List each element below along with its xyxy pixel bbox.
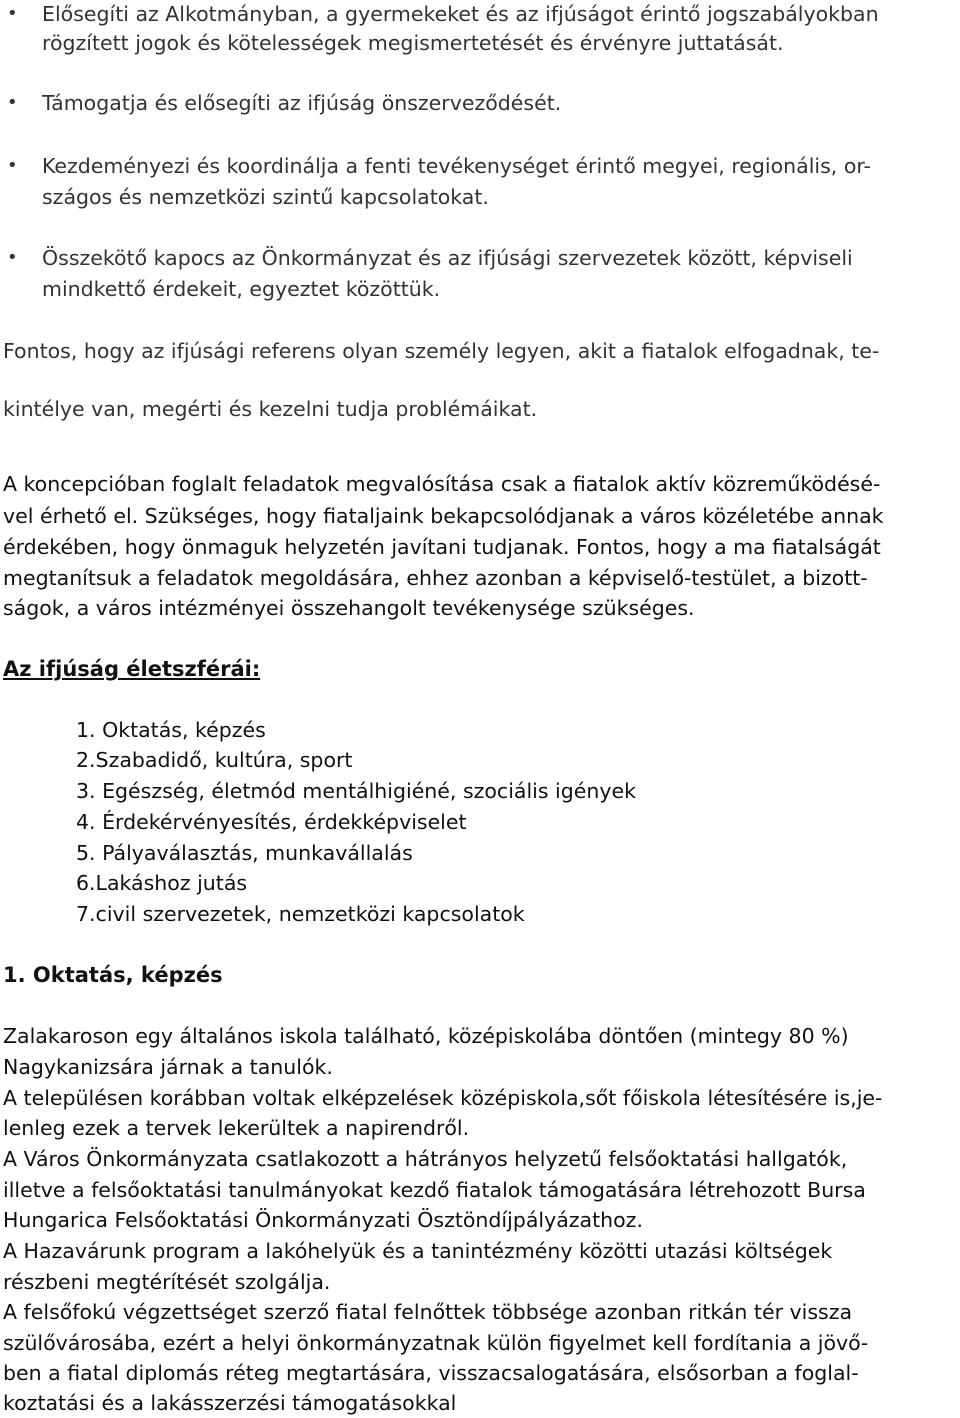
list-item: 3. Egészség, életmód mentálhigiéné, szociális igények [76, 779, 636, 803]
bullet-icon: • [7, 155, 18, 176]
text-line: koztatási és a lakásszerzési támogatásokkal [3, 1391, 457, 1415]
text-line: ságok, a város intézményei összehangolt tevékenysége szükséges. [3, 596, 695, 620]
bullet-icon: • [7, 92, 18, 113]
text-line: részbeni megtérítését szolgálja. [3, 1270, 331, 1294]
list-item: 1. Oktatás, képzés [76, 718, 266, 742]
bullet-line: Támogatja és elősegíti az ifjúság önszerveződését. [42, 91, 562, 115]
bullet-line: Összekötő kapocs az Önkormányzat és az ifjúsági szervezetek között, képviseli [42, 246, 853, 270]
list-item: 6.Lakáshoz jutás [76, 871, 248, 895]
text-line: lenleg ezek a tervek lekerültek a napirendről. [3, 1116, 470, 1140]
text-line: A felsőfokú végzettséget szerző fiatal felnőttek többsége azonban ritkán tér vissza [3, 1300, 853, 1324]
text-line: Zalakaroson egy általános iskola található, középiskolába döntően (mintegy 80 %) [3, 1024, 849, 1048]
text-line: A Város Önkormányzata csatlakozott a hátrányos helyzetű felsőoktatási hallgatók, [3, 1147, 848, 1171]
list-item: 5. Pályaválasztás, munkavállalás [76, 841, 413, 865]
text-line: illetve a felsőoktatási tanulmányokat kezdő fiatalok támogatására létrehozott Bursa [3, 1178, 866, 1202]
bullet-line: mindkettő érdekeit, egyeztet közöttük. [42, 277, 441, 301]
bullet-icon: • [7, 3, 18, 24]
text-line: ben a fiatal diplomás réteg megtartására, visszacsalogatására, elsősorban a foglal- [3, 1361, 859, 1385]
text-line: Hungarica Felsőoktatási Önkormányzati Ösztöndíjpályázathoz. [3, 1208, 643, 1232]
bullet-line: Kezdeményezi és koordinálja a fenti tevékenységet érintő megyei, regionális, or- [42, 154, 871, 178]
text-line: szülővárosába, ezért a helyi önkormányzatnak külön figyelmet kell fordítania a jövő- [3, 1331, 869, 1355]
text-line: megtanítsuk a feladatok megoldására, ehhez azonban a képviselő-testület, a bizott- [3, 566, 868, 590]
text-line: Nagykanizsára járnak a tanulók. [3, 1055, 333, 1079]
list-item: 2.Szabadidő, kultúra, sport [76, 748, 353, 772]
list-item: 4. Érdekérvényesítés, érdekképviselet [76, 810, 467, 834]
bullet-line: rögzített jogok és kötelességek megismertetését és érvényre juttatását. [42, 31, 784, 55]
bullet-icon: • [7, 247, 18, 268]
text-line: vel érhető el. Szükséges, hogy fiataljaink bekapcsolódjanak a város közéletébe annak [3, 504, 884, 528]
text-line: A településen korábban voltak elképzelések középiskola,sőt főiskola létesítésére is,je- [3, 1086, 883, 1110]
text-line: érdekében, hogy önmaguk helyzetén javítani tudjanak. Fontos, hogy a ma fiatalságát [3, 535, 881, 559]
text-line: kintélye van, megérti és kezelni tudja problémáikat. [3, 397, 538, 421]
bullet-line: Elősegíti az Alkotmányban, a gyermekeket és az ifjúságot érintő jogszabályokban [42, 2, 879, 26]
text-line: Fontos, hogy az ifjúsági referens olyan személy legyen, akit a fiatalok elfogadnak, te- [3, 339, 880, 363]
text-line: A koncepcióban foglalt feladatok megvalósítása csak a fiatalok aktív közreműködésé- [3, 472, 881, 496]
section-heading: Az ifjúság életszférái: [3, 657, 261, 681]
text-line: A Hazavárunk program a lakóhelyük és a tanintézmény közötti utazási költségek [3, 1239, 833, 1263]
subheading: 1. Oktatás, képzés [3, 963, 223, 987]
bullet-line: szágos és nemzetközi szintű kapcsolatokat. [42, 185, 489, 209]
list-item: 7.civil szervezetek, nemzetközi kapcsolatok [76, 902, 525, 926]
